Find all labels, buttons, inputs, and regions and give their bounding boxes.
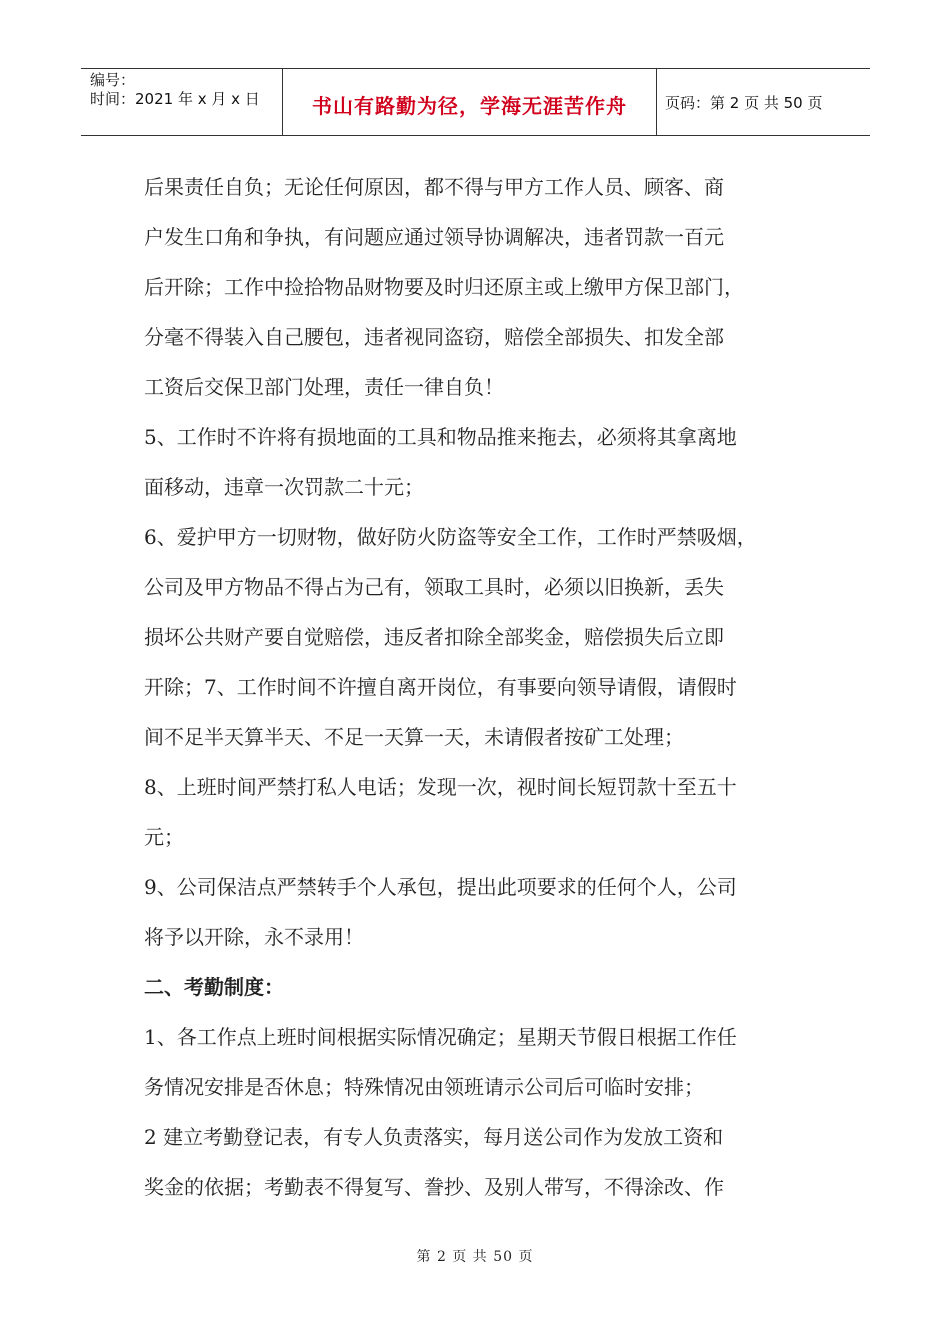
header-page-info: 页码：第 2 页 共 50 页	[665, 93, 823, 112]
section-heading: 二、考勤制度：	[144, 975, 284, 999]
page-footer	[0, 1246, 950, 1266]
body-line: 奖金的依据；考勤表不得复写、誊抄、及别人带写，不得涂改、作	[144, 1175, 724, 1199]
header-motto: 书山有路勤为径，学海无涯苦作舟	[312, 93, 627, 118]
body-line: 6、爱护甲方一切财物，做好防火防盗等安全工作，工作时严禁吸烟，	[144, 525, 757, 549]
body-line: 5、工作时不许将有损地面的工具和物品推来拖去，必须将其拿离地	[144, 425, 737, 449]
body-line: 后果责任自负；无论任何原因，都不得与甲方工作人员、顾客、商	[144, 175, 724, 199]
header-meta	[81, 69, 283, 135]
header-motto-cell	[283, 69, 657, 135]
body-line: 面移动，违章一次罚款二十元；	[144, 475, 424, 499]
document-number-label: 编号：	[90, 71, 136, 89]
body-line: 后开除；工作中捡拾物品财物要及时归还原主或上缴甲方保卫部门，	[144, 275, 744, 299]
body-line: 公司及甲方物品不得占为己有，领取工具时，必须以旧换新，丢失	[144, 575, 724, 599]
body-line: 分毫不得装入自己腰包，违者视同盗窃，赔偿全部损失、扣发全部	[144, 325, 724, 349]
footer-page-number: 第 2 页 共 50 页	[416, 1249, 534, 1265]
body-line: 2 建立考勤登记表，有专人负责落实，每月送公司作为发放工资和	[144, 1125, 724, 1149]
body-line: 9、公司保洁点严禁转手个人承包，提出此项要求的任何个人，公司	[144, 875, 737, 899]
body-line: 工资后交保卫部门处理，责任一律自负！	[144, 375, 504, 399]
body-line: 户发生口角和争执，有问题应通过领导协调解决，违者罚款一百元	[144, 225, 724, 249]
body-line: 间不足半天算半天、不足一天算一天，未请假者按矿工处理；	[144, 725, 684, 749]
document-body	[144, 162, 824, 1212]
page-header	[81, 68, 870, 136]
body-line: 务情况安排是否休息；特殊情况由领班请示公司后可临时安排；	[144, 1075, 704, 1099]
body-line: 开除；7、工作时间不许擅自离开岗位，有事要向领导请假，请假时	[144, 675, 737, 699]
body-line: 损坏公共财产要自觉赔偿，违反者扣除全部奖金，赔偿损失后立即	[144, 625, 724, 649]
body-line: 将予以开除，永不录用！	[144, 925, 364, 949]
body-line: 1、各工作点上班时间根据实际情况确定；星期天节假日根据工作任	[144, 1025, 737, 1049]
header-page-info-cell	[657, 69, 870, 135]
document-date: 时间：2021 年 x 月 x 日	[90, 90, 260, 108]
body-line: 8、上班时间严禁打私人电话；发现一次，视时间长短罚款十至五十	[144, 775, 737, 799]
body-line: 元；	[144, 825, 184, 849]
